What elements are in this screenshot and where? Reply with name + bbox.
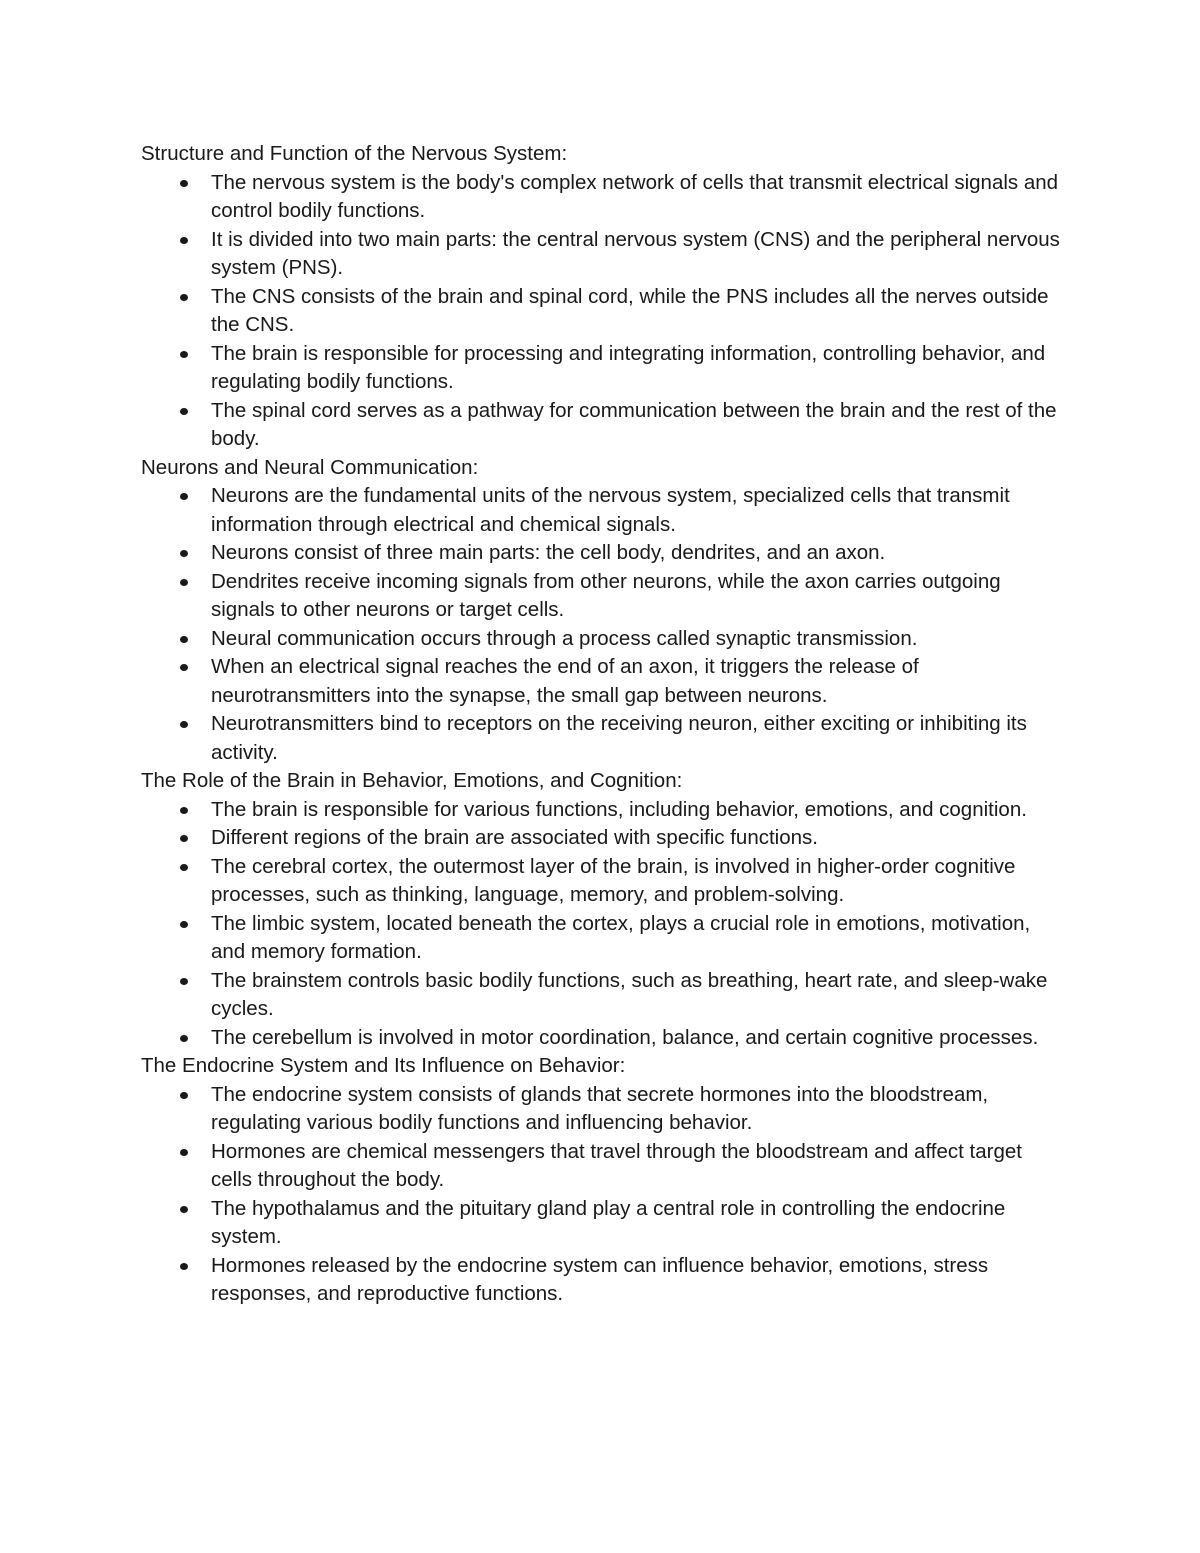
bullet-list xyxy=(141,482,1066,767)
bullet-icon xyxy=(180,864,188,871)
bullet-icon xyxy=(180,1092,188,1099)
list-item xyxy=(141,1138,1066,1195)
bullet-icon xyxy=(180,664,188,671)
list-item-text: Dendrites receive incoming signals from other neurons, while the axon carries outgoing signals to other neurons or target cells. xyxy=(211,569,1001,621)
list-item xyxy=(141,1081,1066,1138)
list-item xyxy=(141,824,1066,853)
bullet-list xyxy=(141,1081,1066,1309)
list-item-text: Neural communication occurs through a process called synaptic transmission. xyxy=(211,626,918,650)
list-item-text: The CNS consists of the brain and spinal cord, while the PNS includes all the nerves outside the CNS. xyxy=(211,284,1049,336)
bullet-icon xyxy=(180,1263,188,1270)
bullet-icon xyxy=(180,294,188,301)
list-item xyxy=(141,568,1066,625)
list-item-text: The nervous system is the body's complex network of cells that transmit electrical signals and control bodily functions. xyxy=(211,170,1059,222)
bullet-icon xyxy=(180,835,188,842)
list-item xyxy=(141,1195,1066,1252)
list-item xyxy=(141,967,1066,1024)
list-item-text: The hypothalamus and the pituitary gland play a central role in controlling the endocrine system. xyxy=(211,1196,1006,1248)
list-item-text: When an electrical signal reaches the end of an axon, it triggers the release of neurotransmitters into the synapse, the small gap between neurons. xyxy=(211,655,919,707)
list-item xyxy=(141,653,1066,710)
bullet-icon xyxy=(180,351,188,358)
bullet-icon xyxy=(180,978,188,985)
list-item xyxy=(141,625,1066,654)
list-item xyxy=(141,853,1066,910)
section-heading: Neurons and Neural Communication: xyxy=(141,455,479,479)
bullet-icon xyxy=(180,921,188,928)
list-item xyxy=(141,226,1066,283)
section-brain-role xyxy=(141,767,1066,1052)
list-item-text: Neurons are the fundamental units of the nervous system, specialized cells that transmit information through electrical and chemical signals. xyxy=(211,484,1010,536)
bullet-list xyxy=(141,169,1066,454)
list-item-text: Hormones released by the endocrine system can influence behavior, emotions, stress responses, and reproductive functions. xyxy=(211,1253,989,1305)
bullet-icon xyxy=(180,237,188,244)
list-item xyxy=(141,169,1066,226)
bullet-icon xyxy=(180,1035,188,1042)
list-item-text: The endocrine system consists of glands that secrete hormones into the bloodstream, regulating various bodily functions and influencing behavior. xyxy=(211,1082,989,1134)
section-nervous-system xyxy=(141,140,1066,454)
bullet-icon xyxy=(180,493,188,500)
list-item-text: The brain is responsible for processing and integrating information, controlling behavior, and regulating bodily functions. xyxy=(211,341,1046,393)
list-item-text: The spinal cord serves as a pathway for communication between the brain and the rest of the body. xyxy=(211,398,1057,450)
bullet-icon xyxy=(180,721,188,728)
list-item-text: Neurons consist of three main parts: the cell body, dendrites, and an axon. xyxy=(211,541,886,564)
list-item xyxy=(141,910,1066,967)
bullet-icon xyxy=(180,807,188,814)
bullet-icon xyxy=(180,1149,188,1156)
bullet-icon xyxy=(180,579,188,586)
bullet-icon xyxy=(180,1206,188,1213)
list-item xyxy=(141,796,1066,825)
list-item-text: The limbic system, located beneath the cortex, plays a crucial role in emotions, motivation, and memory formation. xyxy=(211,911,1031,963)
list-item-text: Neurotransmitters bind to receptors on the receiving neuron, either exciting or inhibiting its activity. xyxy=(211,712,1027,764)
bullet-icon xyxy=(180,636,188,643)
section-heading: The Endocrine System and Its Influence on Behavior: xyxy=(141,1054,626,1077)
bullet-icon xyxy=(180,180,188,187)
list-item-text: The cerebellum is involved in motor coordination, balance, and certain cognitive processes. xyxy=(211,1025,1039,1049)
list-item xyxy=(141,482,1066,539)
list-item-text: The brainstem controls basic bodily functions, such as breathing, heart rate, and sleep-wake cycles. xyxy=(211,968,1048,1020)
list-item-text: The brain is responsible for various functions, including behavior, emotions, and cognition. xyxy=(211,797,1027,821)
section-heading: Structure and Function of the Nervous System: xyxy=(141,142,568,165)
list-item xyxy=(141,397,1066,454)
section-neurons xyxy=(141,454,1066,768)
list-item-text: It is divided into two main parts: the central nervous system (CNS) and the peripheral nervous system (PNS). xyxy=(211,227,1060,279)
bullet-icon xyxy=(180,550,188,557)
list-item-text: Hormones are chemical messengers that travel through the bloodstream and affect target cells throughout the body. xyxy=(211,1139,1022,1191)
list-item xyxy=(141,1024,1066,1053)
bullet-list xyxy=(141,796,1066,1053)
list-item xyxy=(141,710,1066,767)
list-item-text: The cerebral cortex, the outermost layer of the brain, is involved in higher-order cognitive processes, such as thinking, language, memory, and problem-solving. xyxy=(211,854,1016,906)
list-item xyxy=(141,340,1066,397)
list-item xyxy=(141,539,1066,568)
list-item-text: Different regions of the brain are associated with specific functions. xyxy=(211,826,818,849)
list-item xyxy=(141,283,1066,340)
bullet-icon xyxy=(180,408,188,415)
document-body xyxy=(141,140,1066,1309)
list-item xyxy=(141,1252,1066,1309)
section-endocrine xyxy=(141,1052,1066,1309)
section-heading: The Role of the Brain in Behavior, Emotions, and Cognition: xyxy=(141,769,683,792)
